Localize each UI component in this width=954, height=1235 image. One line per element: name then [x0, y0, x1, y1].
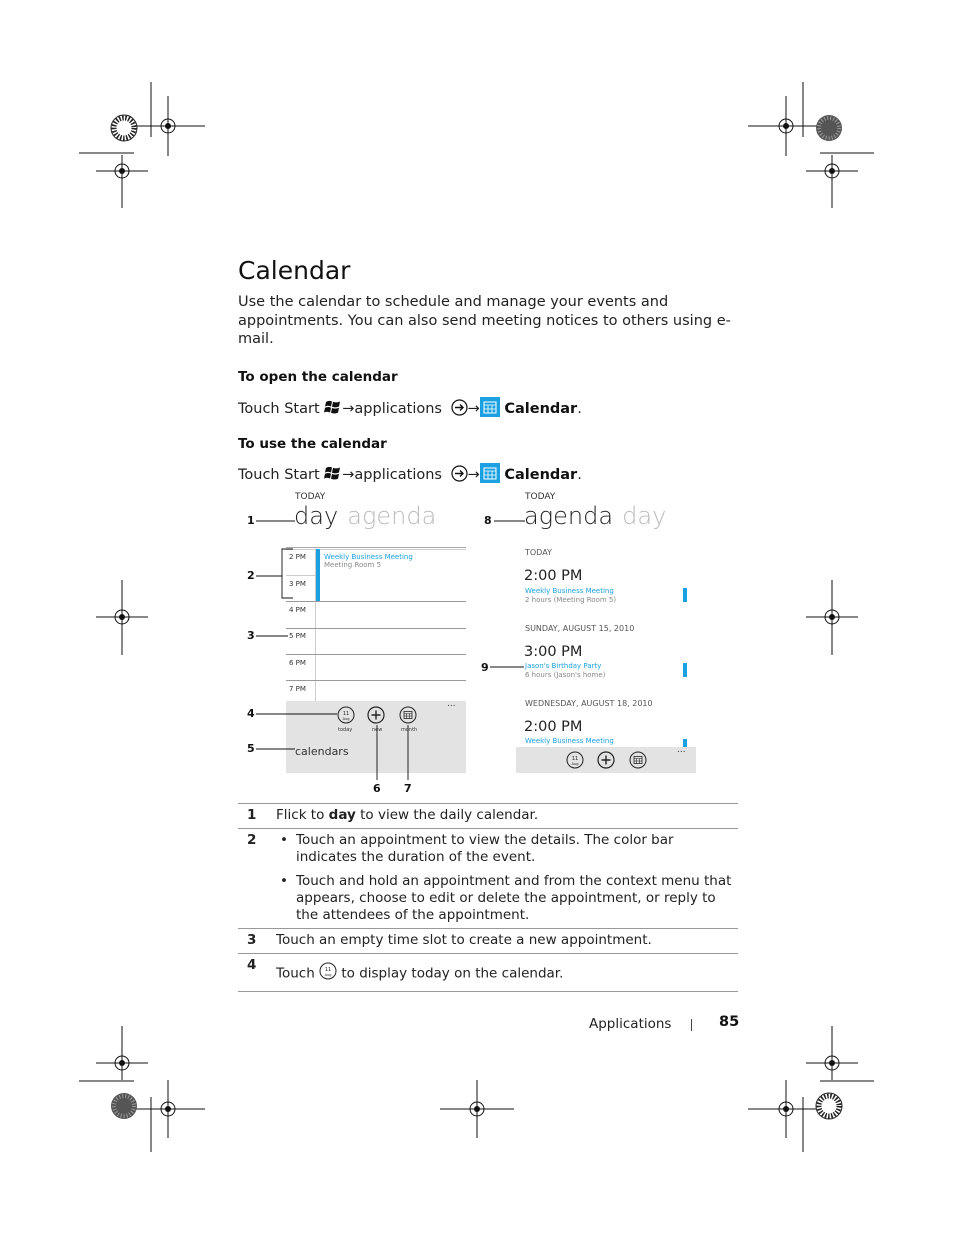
agenda-event-time: 2:00 PM: [524, 568, 583, 584]
bullet-text: Touch and hold an appointment and from the context menu that appears, choose to edit or delete the appointment, or reply to the attendees of the appointment.: [296, 873, 732, 923]
agenda-event-title[interactable]: Weekly Business Meeting: [525, 737, 614, 745]
legend-number: 1: [238, 804, 276, 829]
agenda-event-title[interactable]: Jason's Birthday Party: [525, 662, 602, 670]
legend-number: 3: [238, 929, 276, 954]
bullet-mark: •: [280, 873, 288, 889]
callout-number: 9: [481, 661, 489, 674]
callout-number: 8: [484, 514, 492, 527]
callout-number: 4: [247, 707, 255, 720]
agenda-group-label: SUNDAY, AUGUST 15, 2010: [525, 624, 635, 633]
use-section-title: To use the calendar: [238, 436, 387, 452]
time-slot-label: 2 PM: [289, 553, 306, 561]
callout-legend-table: [238, 803, 738, 992]
legend-text-post: to display today on the calendar.: [341, 965, 564, 982]
appointment-location: Meeting Room 5: [324, 561, 382, 569]
new-button-label: new: [372, 727, 383, 733]
use-suffix: .: [577, 467, 582, 483]
today-icon-month: Aug: [571, 762, 579, 766]
page-number: 85: [719, 1014, 740, 1030]
pivot-agenda-inactive[interactable]: agenda: [347, 502, 437, 530]
legend-text: Touch an empty time slot to create a new appointment.: [276, 929, 738, 954]
time-slot-label: 6 PM: [289, 659, 306, 667]
right-menu-dots[interactable]: ...: [677, 745, 686, 755]
today-icon-day: 11: [342, 711, 350, 717]
today-icon-month: Aug: [324, 973, 332, 977]
agenda-group-label: TODAY: [525, 548, 552, 557]
table-row: [238, 929, 738, 954]
legend-text-post: to view the daily calendar.: [355, 807, 539, 823]
agenda-event-title[interactable]: Weekly Business Meeting: [525, 587, 614, 595]
agenda-group-label: WEDNESDAY, AUGUST 18, 2010: [525, 699, 653, 708]
open-arrow-2: →: [467, 401, 480, 417]
footer-divider: [691, 1019, 692, 1031]
open-arrow-1: →: [342, 401, 355, 417]
open-applications: applications: [354, 401, 442, 417]
intro-paragraph: Use the calendar to schedule and manage your events and appointments. You can also send meeting notices to others using e-mail.: [238, 294, 731, 347]
agenda-event-time: 3:00 PM: [524, 644, 583, 660]
use-arrow-1: →: [342, 467, 355, 483]
bullet-text: Touch an appointment to view the details. The color bar indicates the duration of the event.: [296, 832, 674, 865]
pivot-day-active[interactable]: day: [294, 502, 339, 530]
time-slot-label: 3 PM: [289, 580, 306, 588]
use-target: Calendar: [504, 467, 578, 483]
agenda-event-detail: 6 hours (Jason's home): [525, 671, 606, 679]
callout-number: 7: [404, 782, 412, 795]
callout-number: 5: [247, 742, 255, 755]
bullet-item: [276, 832, 738, 866]
bullet-mark: •: [280, 832, 288, 848]
agenda-event-detail: 2 hours (Meeting Room 5): [525, 596, 617, 604]
table-row: [238, 804, 738, 829]
open-prefix: Touch Start: [238, 401, 320, 417]
time-slot-label: 7 PM: [289, 685, 306, 693]
callout-number: 6: [373, 782, 381, 795]
right-today-label: TODAY: [525, 492, 556, 502]
page-title: Calendar: [238, 256, 351, 285]
callout-number: 1: [247, 514, 255, 527]
legend-text: [276, 829, 738, 929]
legend-text: [276, 954, 738, 992]
legend-text-pre: Touch: [276, 965, 315, 982]
today-icon-month: Aug: [342, 717, 350, 721]
open-target: Calendar: [504, 401, 578, 417]
time-slot-label: 4 PM: [289, 606, 306, 614]
left-menu-dots[interactable]: ...: [447, 699, 456, 709]
use-prefix: Touch Start: [238, 467, 320, 483]
legend-text: [276, 804, 738, 829]
table-row: [238, 954, 738, 992]
today-icon: [319, 962, 337, 985]
today-icon-day: 11: [571, 756, 579, 762]
open-section-title: To open the calendar: [238, 369, 398, 385]
today-button-label: today: [338, 727, 353, 733]
use-applications: applications: [354, 467, 442, 483]
time-slot-label[interactable]: 5 PM: [289, 632, 306, 640]
pivot-day-inactive[interactable]: day: [622, 502, 667, 530]
left-today-label: TODAY: [295, 492, 326, 502]
table-row: [238, 829, 738, 929]
appointment-title: Weekly Business Meeting: [324, 553, 413, 561]
legend-number: 4: [238, 954, 276, 992]
pivot-agenda-active[interactable]: agenda: [524, 502, 614, 530]
legend-text-pre: Flick to: [276, 807, 329, 823]
calendars-menu-item[interactable]: calendars: [295, 745, 349, 758]
use-arrow-2: →: [467, 467, 480, 483]
agenda-event-time: 2:00 PM: [524, 719, 583, 735]
callout-number: 3: [247, 629, 255, 642]
month-button-label: month: [401, 727, 418, 733]
footer-section: Applications: [589, 1016, 672, 1032]
legend-text-bold: day: [328, 807, 356, 823]
callout-number: 2: [247, 569, 255, 582]
today-icon-day: 11: [324, 967, 332, 973]
legend-number: 2: [238, 829, 276, 929]
bullet-item: [276, 873, 738, 924]
open-suffix: .: [577, 401, 582, 417]
